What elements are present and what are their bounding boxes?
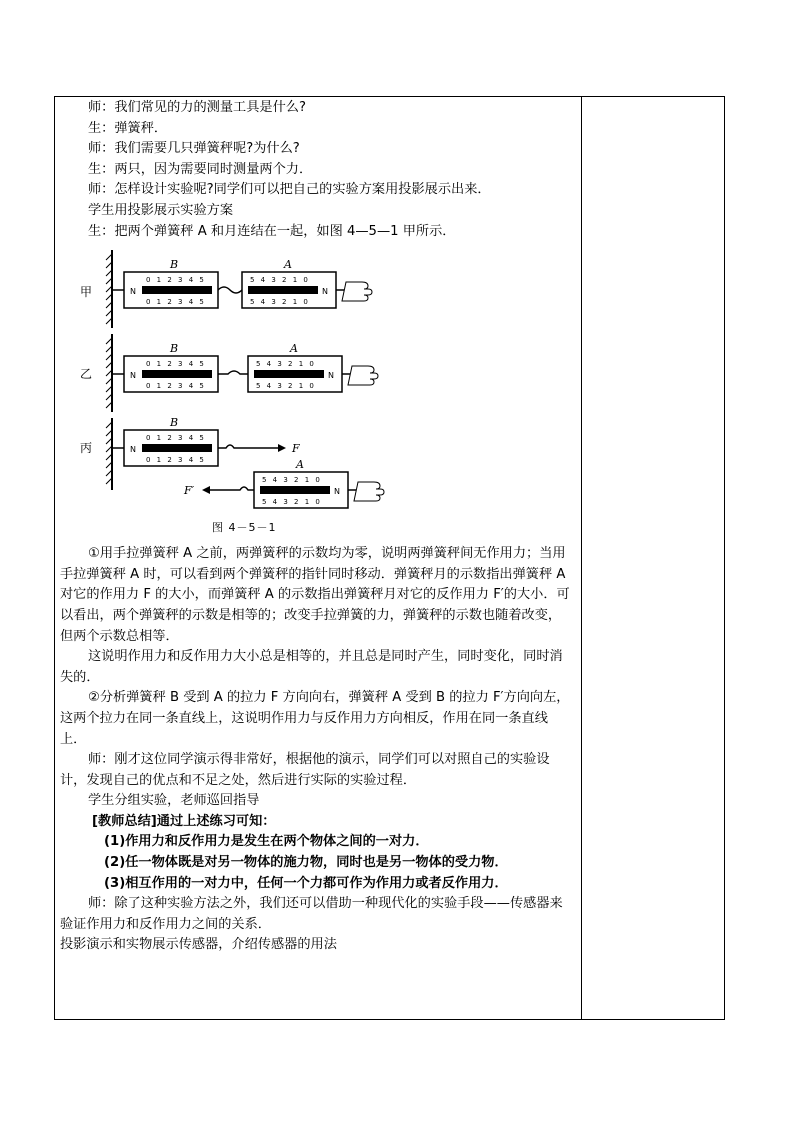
svg-text:A: A [296, 458, 304, 472]
svg-text:B: B [170, 416, 179, 430]
force-f-prime-arrow [183, 484, 254, 497]
summary-point: (1)作用力和反作用力是发生在两个物体之间的一对力． [104, 834, 429, 850]
svg-text:5 4 3 2 1 0: 5 4 3 2 1 0 [256, 360, 316, 369]
hand-icon [348, 482, 384, 501]
paragraph: 师：刚才这位同学演示得非常好，根据他的演示，同学们可以对照自己的实验设计，发现自己的优点和不足之处，然后进行实际的实验过程． [60, 752, 550, 788]
spring-scale-b [124, 416, 218, 466]
dialogue-line: 师：怎样设计实验呢?同学们可以把自己的实验方案用投影展示出来． [88, 182, 491, 198]
label-yi: 乙 [80, 367, 93, 382]
summary-point: (3)相互作用的一对力中，任何一个力都可作为作用力或者反作用力． [104, 875, 508, 891]
hand-icon [336, 282, 372, 301]
label-bing: 丙 [80, 441, 93, 456]
spring-scale-b [124, 258, 218, 308]
dialogue-line: 生：弹簧秤． [88, 120, 168, 136]
svg-text:0 1 2 3 4 5: 0 1 2 3 4 5 [146, 456, 206, 465]
spring-scale-diagram [72, 248, 402, 538]
figure-caption: 图 4－5－1 [212, 521, 277, 535]
svg-text:N: N [334, 487, 340, 497]
summary-point: (2)任一物体既是对另一物体的施力物，同时也是另一物体的受力物． [104, 855, 508, 871]
spring-scale-a [248, 342, 342, 392]
svg-text:A: A [284, 258, 292, 272]
svg-text:N: N [130, 287, 136, 297]
paragraph: ①用手拉弹簧秤 A 之前，两弹簧秤的示数均为零，说明两弹簧秤间无作用力；当用手拉弹簧秤 A 时，可以看到两个弹簧秤的指针同时移动．弹簧秤月的示数指出弹簧秤 A 对它的作用力 F 的大小，而弹簧秤 A 的示数指出弹簧秤月对它的反作用力 F′的大小．可以看出，两个弹簧秤的示数是相等的；改变手拉弹簧的力，弹簧秤的示数也随着改变，但两个示数总相等． [60, 546, 570, 644]
label-jia: 甲 [80, 285, 93, 300]
spring-scale-figure [72, 248, 402, 538]
svg-text:0 1 2 3 4 5: 0 1 2 3 4 5 [146, 276, 206, 285]
svg-text:B: B [170, 342, 179, 356]
summary-heading: [教师总结]通过上述练习可知： [92, 813, 276, 829]
wall [106, 334, 112, 412]
svg-text:N: N [322, 287, 328, 297]
svg-text:N: N [130, 445, 136, 455]
hand-icon [342, 366, 378, 385]
dialogue-line: 师：我们常见的力的测量工具是什么? [88, 100, 306, 115]
force-f-arrow [218, 442, 300, 455]
svg-text:N: N [328, 371, 334, 381]
svg-text:B: B [170, 258, 179, 272]
svg-text:5 4 3 2 1 0: 5 4 3 2 1 0 [262, 476, 322, 485]
spring-scale-a [242, 258, 336, 308]
spring-scale-a [254, 458, 348, 508]
svg-text:5 4 3 2 1 0: 5 4 3 2 1 0 [262, 498, 322, 507]
svg-text:A: A [290, 342, 298, 356]
svg-text:5 4 3 2 1 0: 5 4 3 2 1 0 [256, 382, 316, 391]
svg-text:5 4 3 2 1 0: 5 4 3 2 1 0 [250, 276, 310, 285]
svg-text:0 1 2 3 4 5: 0 1 2 3 4 5 [146, 360, 206, 369]
svg-text:F′: F′ [184, 484, 195, 498]
paragraph: 这说明作用力和反作用力大小总是相等的，并且总是同时产生，同时变化，同时消失的． [60, 649, 563, 685]
paragraph: 投影演示和实物展示传感器，介绍传感器的用法 [60, 937, 337, 953]
paragraph: ②分析弹簧秤 B 受到 A 的拉力 F 方向向右，弹簧秤 A 受到 B 的拉力 F′方向向左，这两个拉力在同一条直线上，这说明作用力与反作用力方向相反，作用在同一条直线上． [60, 690, 570, 747]
dialogue-line: 师：我们需要几只弹簧秤呢?为什么? [88, 141, 300, 157]
dialogue-line: 学生用投影展示实验方案 [88, 202, 234, 218]
hook-link [218, 287, 242, 293]
hook-link [218, 371, 248, 374]
wall [106, 250, 112, 328]
lesson-content [60, 98, 574, 956]
paragraph: 师：除了这种实验方法之外，我们还可以借助一种现代化的实验手段——传感器来验证作用力和反作用力之间的关系． [60, 896, 563, 932]
paragraph: 学生分组实验，老师巡回指导 [88, 793, 260, 809]
svg-text:N: N [130, 371, 136, 381]
svg-text:0 1 2 3 4 5: 0 1 2 3 4 5 [146, 382, 206, 391]
dialogue-line: 生：把两个弹簧秤 A 和月连结在一起，如图 4—5—1 甲所示． [88, 223, 456, 239]
spring-scale-b [124, 342, 218, 392]
svg-text:0 1 2 3 4 5: 0 1 2 3 4 5 [146, 298, 206, 307]
wall [106, 418, 112, 490]
table-column-divider [581, 96, 582, 1020]
svg-text:5 4 3 2 1 0: 5 4 3 2 1 0 [250, 298, 310, 307]
svg-text:F: F [292, 442, 300, 456]
svg-text:0 1 2 3 4 5: 0 1 2 3 4 5 [146, 434, 206, 443]
dialogue-line: 生：两只，因为需要同时测量两个力． [88, 161, 313, 177]
